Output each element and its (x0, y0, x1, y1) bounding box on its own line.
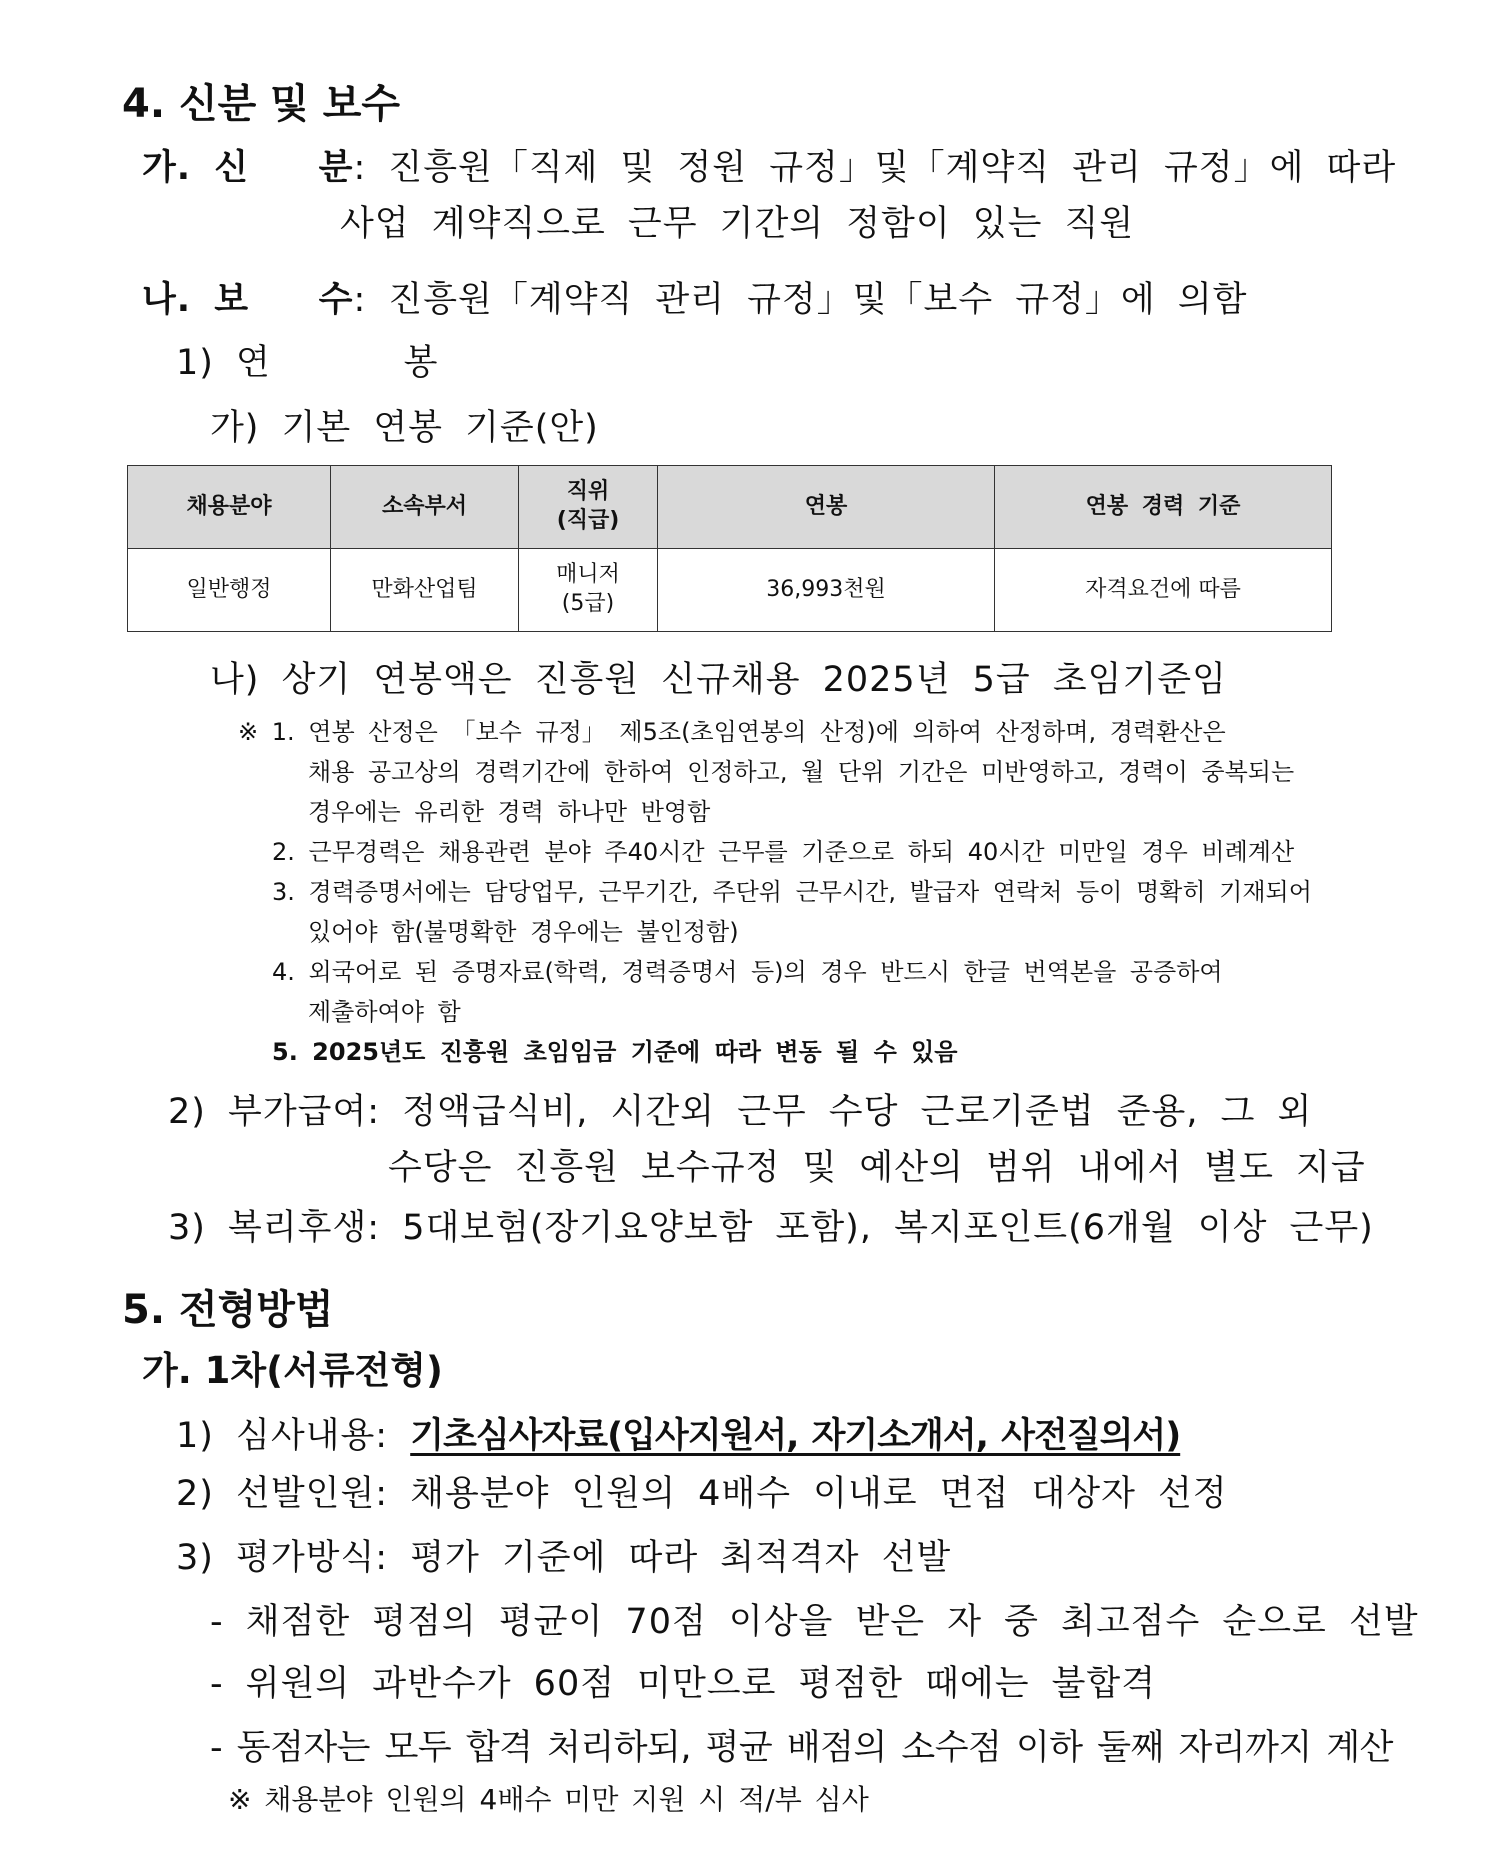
note-3-line1: 3. 경력증명서에는 담당업무, 근무기간, 주단위 근무시간, 발급자 연락처 등이 명확히 기재되어 (272, 878, 1312, 906)
note-4-line1: 4. 외국어로 된 증명자료(학력, 경력증명서 등)의 경우 반드시 한글 번역본을 공증하여 (272, 958, 1223, 986)
cell-position (519, 549, 658, 632)
cell-career: 자격요건에 따름 (995, 549, 1332, 632)
table-row (128, 549, 1332, 632)
section4-sub-na: 나) 상기 연봉액은 진흥원 신규채용 2025년 5급 초임기준임 (210, 660, 1227, 700)
section4-ga-text1: : 진흥원「직제 및 정원 규정」및「계약직 관리 규정」에 따라 (353, 148, 1397, 188)
section4-ga-text2: 사업 계약직으로 근무 기간의 정함이 있는 직원 (340, 204, 1135, 244)
section4-na-label: 나. 보 수 (142, 280, 354, 320)
salary-table (127, 465, 1332, 632)
header-salary: 연봉 (658, 466, 995, 549)
note-4-line2: 제출하여야 함 (308, 998, 461, 1026)
section5-item3: 3) 평가방식: 평가 기준에 따라 최적격자 선발 (176, 1538, 952, 1578)
cell-field: 일반행정 (128, 549, 331, 632)
header-career: 연봉 경력 기준 (995, 466, 1332, 549)
section4-item3: 3) 복리후생: 5대보험(장기요양보함 포함), 복지포인트(6개월 이상 근무) (168, 1208, 1374, 1248)
header-field: 채용분야 (128, 466, 331, 549)
section5-dash2: - 위원의 과반수가 60점 미만으로 평점한 때에는 불합격 (210, 1664, 1157, 1704)
section4-na-line (142, 272, 1247, 322)
section5-dash3: - 동점자는 모두 합격 처리하되, 평균 배점의 소수점 이하 둘째 자리까지 계산 (210, 1728, 1393, 1768)
note-2: 2. 근무경력은 채용관련 분야 주40시간 근무를 기준으로 하되 40시간 미만일 경우 비례계산 (272, 838, 1295, 866)
section5-item1-label: 1) 심사내용: (176, 1416, 411, 1456)
section5-note: ※ 채용분야 인원의 4배수 미만 지원 시 적/부 심사 (228, 1783, 869, 1816)
section5-item2: 2) 선발인원: 채용분야 인원의 4배수 이내로 면접 대상자 선정 (176, 1474, 1228, 1514)
section4-ga-line1 (142, 140, 1396, 190)
note-1-line3: 경우에는 유리한 경력 하나만 반영함 (308, 798, 711, 826)
note-3-line2: 있어야 함(불명확한 경우에는 불인정함) (308, 918, 739, 946)
section5-ga: 가. 1차(서류전형) (142, 1349, 443, 1392)
note-1-line2: 채용 공고상의 경력기간에 한하여 인정하고, 월 단위 기간은 미반영하고, 경력이 중복되는 (308, 758, 1295, 786)
cell-salary: 36,993천원 (658, 549, 995, 632)
cell-position-line1: 매니저 (556, 562, 620, 588)
section5-item1 (176, 1408, 1180, 1458)
section5-dash1: - 채점한 평점의 평균이 70점 이상을 받은 자 중 최고점수 순으로 선발 (210, 1602, 1419, 1642)
cell-dept: 만화산업팀 (331, 549, 519, 632)
note-1-line1: ※ 1. 연봉 산정은 「보수 규정」 제5조(초임연봉의 산정)에 의하여 산정하며, 경력환산은 (238, 718, 1226, 746)
section4-title: 4. 신분 및 보수 (122, 81, 401, 127)
section4-item1: 1) 연 봉 (176, 343, 439, 383)
section4-item2-line2: 수당은 진흥원 보수규정 및 예산의 범위 내에서 별도 지급 (388, 1148, 1366, 1188)
cell-position-line2: (5급) (561, 591, 615, 616)
header-dept: 소속부서 (331, 466, 519, 549)
section5-item1-value: 기초심사자료(입사지원서, 자기소개서, 사전질의서) (410, 1416, 1181, 1456)
section4-item2-line1: 2) 부가급여: 정액급식비, 시간외 근무 수당 근로기준법 준용, 그 외 (168, 1092, 1313, 1132)
section4-ga-label: 가. 신 분 (142, 148, 354, 188)
note-5: 5. 2025년도 진흥원 초임임금 기준에 따라 변동 될 수 있음 (272, 1038, 958, 1066)
section4-sub-ga: 가) 기본 연봉 기준(안) (210, 408, 599, 448)
table-header-row (128, 466, 1332, 549)
section4-na-text: : 진흥원「계약직 관리 규정」및「보수 규정」에 의함 (353, 280, 1248, 320)
section5-title: 5. 전형방법 (122, 1287, 334, 1333)
header-position: 직위 (직급) (519, 466, 658, 549)
